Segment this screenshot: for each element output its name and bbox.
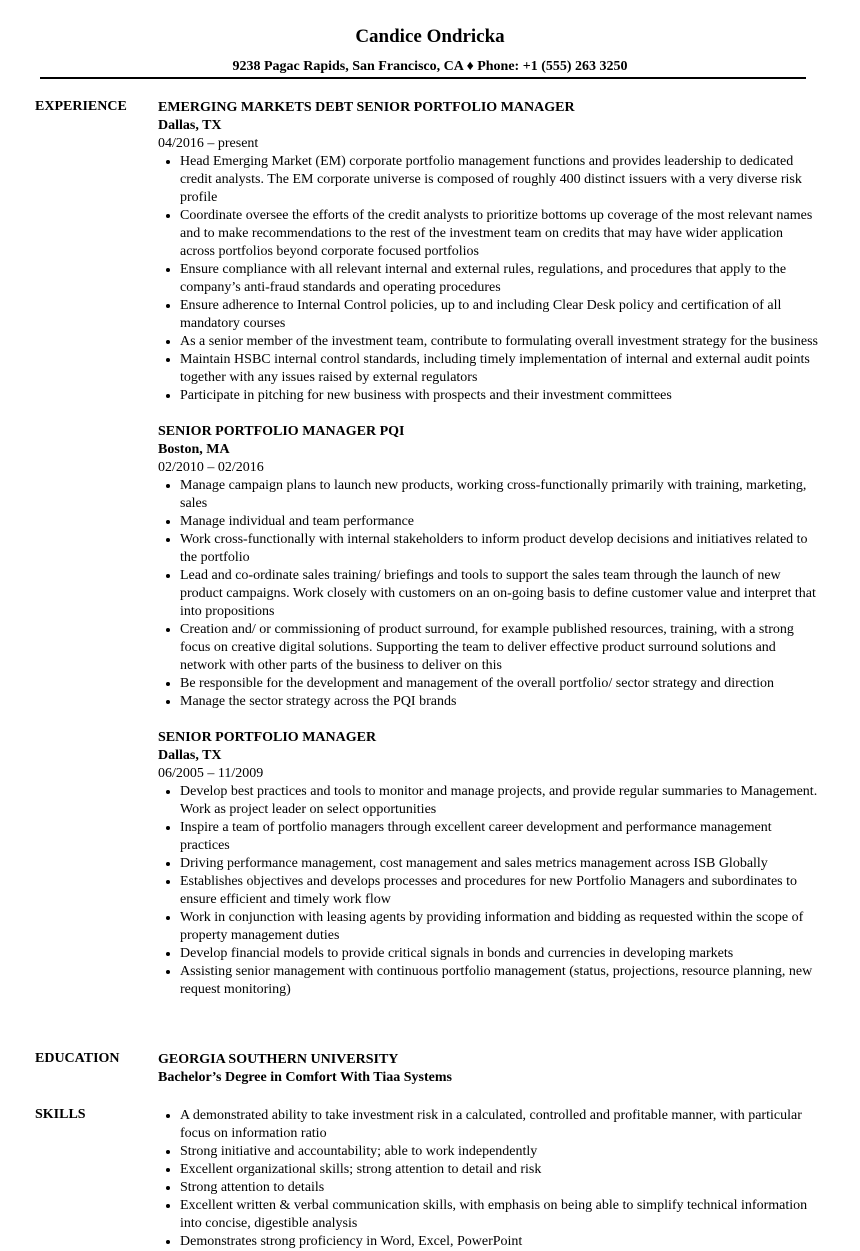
job-bullet: • As a senior member of the investment team, contribute to formulating overall investment strategy for the business (180, 333, 818, 351)
job-bullet: • Develop best practices and tools to monitor and manage projects, and provide regular summaries to Management. Work as project leader on select opportunities (180, 783, 818, 819)
skill-item: • Strong attention to details (180, 1179, 818, 1197)
skill-item: • Demonstrates strong proficiency in Word, Excel, PowerPoint (180, 1233, 818, 1251)
skills-list (158, 1107, 818, 1251)
job-bullet: • Ensure compliance with all relevant internal and external rules, regulations, and procedures that apply to the company’s anti-fraud standards and operating procedures (180, 261, 818, 297)
job-location: Dallas, TX (158, 748, 222, 763)
section-label-experience: EXPERIENCE (35, 99, 127, 114)
job-bullet: • Work in conjunction with leasing agents by providing information and bidding as requested within the scope of property management duties (180, 909, 818, 945)
skill-item: • Strong initiative and accountability; able to work independently (180, 1143, 818, 1161)
job-bullet: • Head Emerging Market (EM) corporate portfolio management functions and provides leadership to dedicated credit analysts. The EM corporate universe is composed of roughly 400 distinct issuers with a very diverse risk profile (180, 153, 818, 207)
job-bullet: • Work cross-functionally with internal stakeholders to inform product develop decisions and initiatives related to the portfolio (180, 531, 818, 567)
job-title: SENIOR PORTFOLIO MANAGER (158, 730, 377, 745)
job-title: SENIOR PORTFOLIO MANAGER PQI (158, 424, 405, 439)
education-entry (158, 1051, 818, 1087)
job-bullets (158, 477, 818, 711)
job-entry (158, 99, 818, 405)
job-entry (158, 423, 818, 711)
job-entry (158, 729, 818, 999)
job-bullet: • Manage campaign plans to launch new products, working cross-functionally primarily with training, marketing, sales (180, 477, 818, 513)
experience-list (158, 99, 818, 1017)
skill-item: • Excellent organizational skills; strong attention to detail and risk (180, 1161, 818, 1179)
school-name: GEORGIA SOUTHERN UNIVERSITY (158, 1052, 399, 1067)
job-bullet: • Ensure adherence to Internal Control policies, up to and including Clear Desk policy and certification of all mandatory courses (180, 297, 818, 333)
job-bullet: • Establishes objectives and develops processes and procedures for new Portfolio Managers and subordinates to ensure efficient and timely work flow (180, 873, 818, 909)
job-title: EMERGING MARKETS DEBT SENIOR PORTFOLIO MANAGER (158, 100, 575, 115)
job-bullet: • Manage the sector strategy across the PQI brands (180, 693, 818, 711)
job-bullet: • Assisting senior management with continuous portfolio management (status, projections, resource planning, new request monitoring) (180, 963, 818, 999)
job-location: Dallas, TX (158, 118, 222, 133)
job-dates: 04/2016 – present (158, 136, 259, 151)
contact-line: 9238 Pagac Rapids, San Francisco, CA ♦ Phone: +1 (555) 263 3250 (232, 59, 628, 74)
header-divider (40, 77, 806, 79)
skill-item: • Excellent written & verbal communication skills, with emphasis on being able to simplify technical information into concise, digestible analysis (180, 1197, 818, 1233)
resume-header (0, 0, 860, 76)
job-bullet: • Inspire a team of portfolio managers through excellent career development and performance management practices (180, 819, 818, 855)
job-dates: 06/2005 – 11/2009 (158, 766, 264, 781)
job-bullet: • Develop financial models to provide critical signals in bonds and currencies in developing markets (180, 945, 818, 963)
job-bullet: • Creation and/ or commissioning of product surround, for example published resources, training, with a strong focus on creative digital solutions. Supporting the team to deliver effective product surround solutions and network with other parts of the business to deliver on this (180, 621, 818, 675)
job-bullets (158, 153, 818, 405)
job-bullet: • Manage individual and team performance (180, 513, 818, 531)
job-bullet: • Driving performance management, cost management and sales metrics management across ISB Globally (180, 855, 818, 873)
job-bullet: • Lead and co-ordinate sales training/ briefings and tools to support the sales team through the launch of new product campaigns. Work closely with customers on an on-going basis to define customer value and interpret that into propositions (180, 567, 818, 621)
candidate-name: Candice Ondricka (355, 26, 505, 47)
section-label-education: EDUCATION (35, 1051, 120, 1066)
job-dates: 02/2010 – 02/2016 (158, 460, 264, 475)
job-bullet: • Coordinate oversee the efforts of the credit analysts to prioritize bottoms up coverage of the most relevant names and to make recommendations to the rest of the investment team on credits that may have wider application across portfolios beyond corporate focused portfolios (180, 207, 818, 261)
section-label-skills: SKILLS (35, 1107, 86, 1122)
job-bullet: • Be responsible for the development and management of the overall portfolio/ sector strategy and direction (180, 675, 818, 693)
skills-entry (158, 1107, 818, 1251)
skill-item: • A demonstrated ability to take investment risk in a calculated, controlled and profitable manner, with particular focus on information ratio (180, 1107, 818, 1143)
job-bullets (158, 783, 818, 999)
job-bullet: • Maintain HSBC internal control standards, including timely implementation of internal and external audit points together with any issues raised by external regulators (180, 351, 818, 387)
degree: Bachelor’s Degree in Comfort With Tiaa Systems (158, 1070, 452, 1085)
job-location: Boston, MA (158, 442, 230, 457)
job-bullet: • Participate in pitching for new business with prospects and their investment committees (180, 387, 818, 405)
